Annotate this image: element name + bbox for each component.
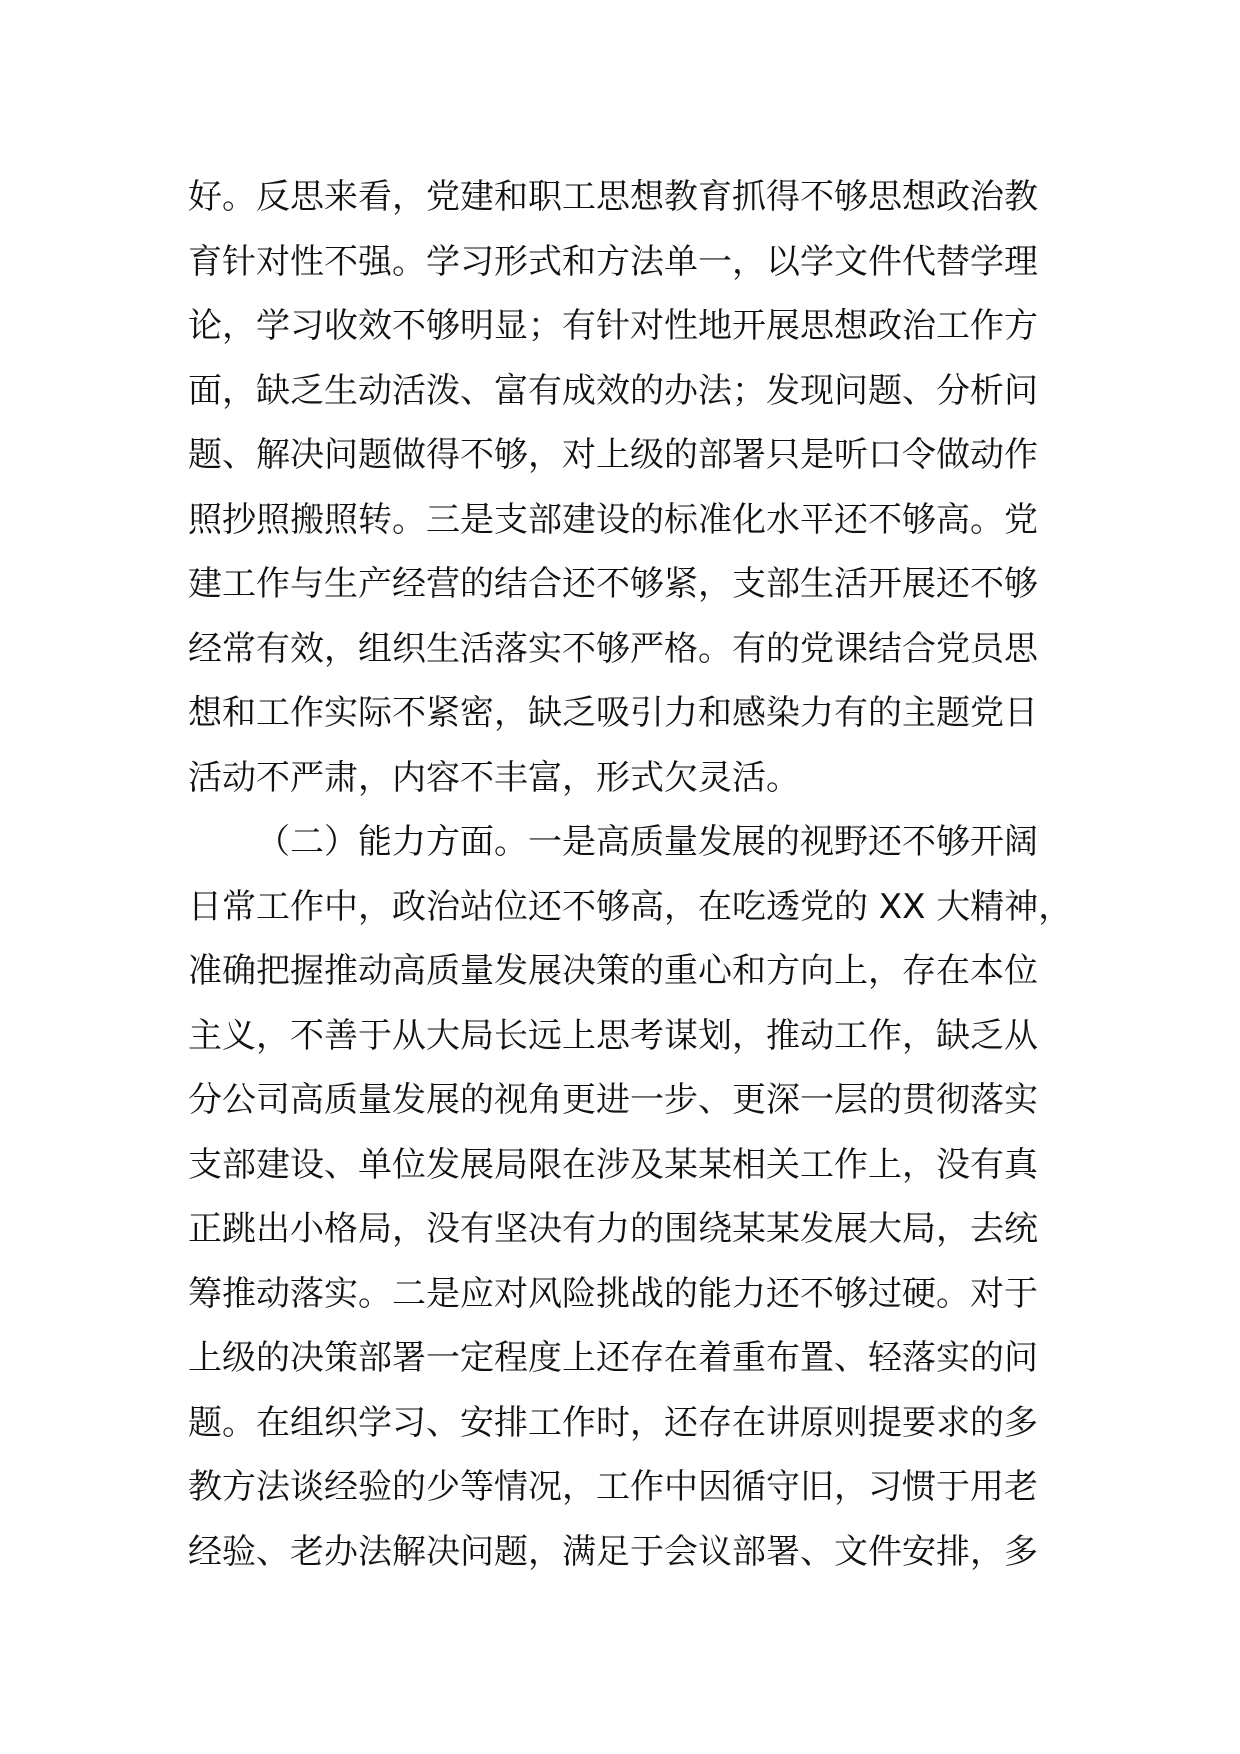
section-heading-line: （二）能力方面。一是高质量发展的视野还不够开阔 [256, 822, 1038, 862]
text-line: 面，缺乏生动活泼、富有成效的办法；发现问题、分析问 [188, 370, 1038, 411]
text-line: 教方法谈经验的少等情况，工作中因循守旧，习惯于用老 [188, 1467, 1038, 1507]
text-line: 活动不严肃，内容不丰富，形式欠灵活。 [188, 757, 800, 798]
text-line: 照抄照搬照转。三是支部建设的标准化水平还不够高。党 [188, 499, 1038, 540]
text-line: 经验、老办法解决问题，满足于会议部署、文件安排，多 [188, 1531, 1038, 1572]
text-line: 支部建设、单位发展局限在涉及某某相关工作上，没有真 [188, 1144, 1038, 1185]
text-line: 分公司高质量发展的视角更进一步、更深一层的贯彻落实 [188, 1080, 1038, 1120]
text-line: 正跳出小格局，没有坚决有力的围绕某某发展大局，去统 [188, 1209, 1038, 1249]
text-line: 主义，不善于从大局长远上思考谋划，推动工作，缺乏从 [188, 1015, 1038, 1056]
text-line: 育针对性不强。学习形式和方法单一，以学文件代替学理 [188, 241, 1038, 282]
text-line: 建工作与生产经营的结合还不够紧，支部生活开展还不够 [188, 564, 1038, 604]
text-line: 想和工作实际不紧密，缺乏吸引力和感染力有的主题党日 [188, 693, 1038, 733]
text-line: 论，学习收效不够明显；有针对性地开展思想政治工作方 [188, 306, 1038, 346]
document-body [188, 165, 1073, 1584]
text-line: 筹推动落实。二是应对风险挑战的能力还不够过硬。对于 [188, 1273, 1038, 1314]
text-line: 准确把握推动高质量发展决策的重心和方向上，存在本位 [188, 951, 1038, 991]
text-line: 经常有效，组织生活落实不够严格。有的党课结合党员思 [188, 628, 1038, 669]
text-line: 上级的决策部署一定程度上还存在着重布置、轻落实的问 [188, 1338, 1038, 1378]
text-line: 好。反思来看，党建和职工思想教育抓得不够思想政治教 [188, 177, 1038, 217]
text-line: 题、解决问题做得不够，对上级的部署只是听口令做动作 [188, 435, 1038, 475]
text-line: 题。在组织学习、安排工作时，还存在讲原则提要求的多 [188, 1402, 1038, 1443]
text-line: 日常工作中，政治站位还不够高，在吃透党的 XX 大精神， [188, 886, 1073, 927]
